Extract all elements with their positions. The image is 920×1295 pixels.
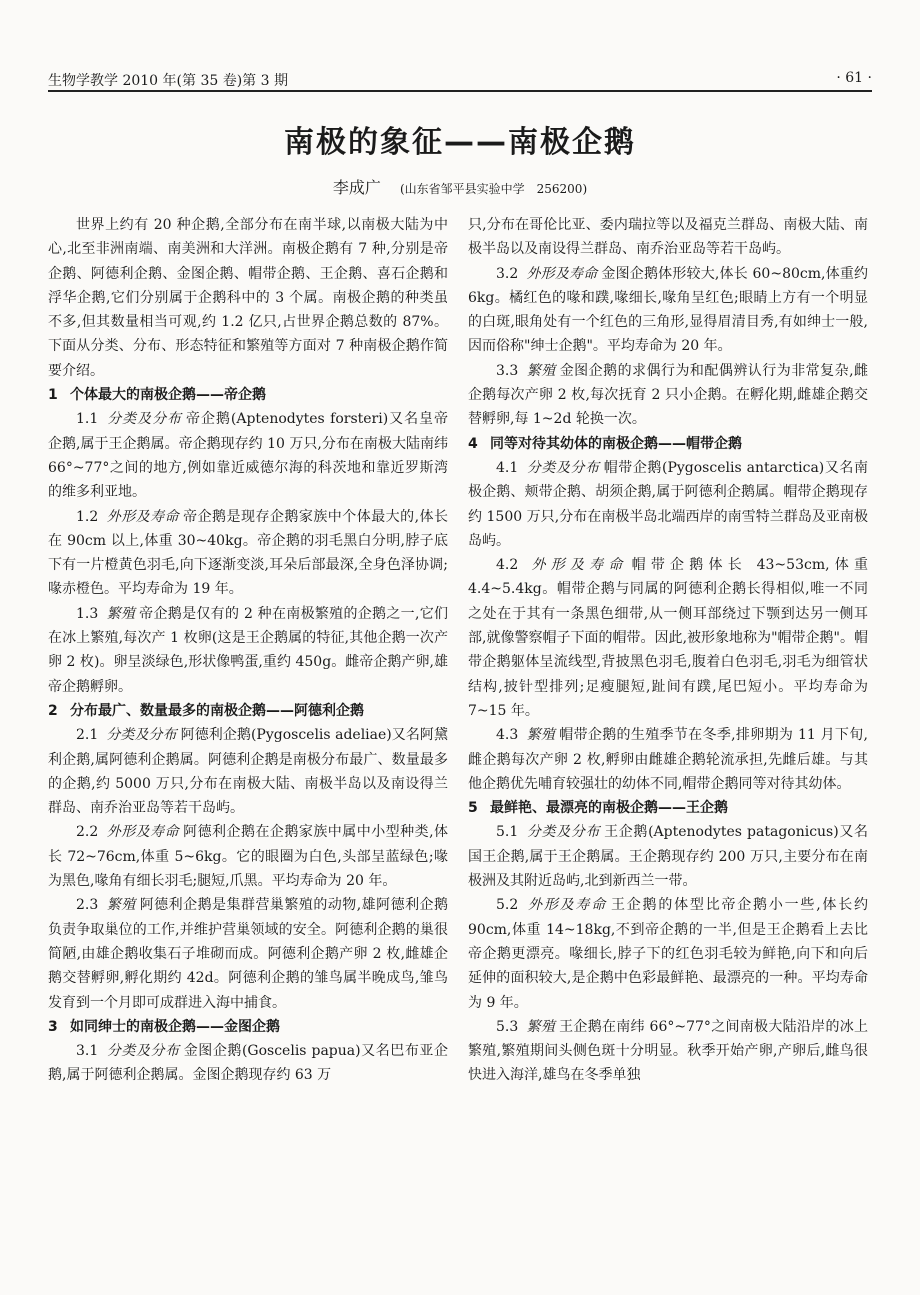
subsection-label: 繁殖 xyxy=(526,362,556,379)
subsection-label: 繁殖 xyxy=(526,727,556,744)
subsection-paragraph xyxy=(468,359,868,432)
subsection-paragraph xyxy=(48,505,448,602)
section-title: 同等对待其幼体的南极企鹅——帽带企鹅 xyxy=(490,435,742,452)
subsection-number: 5.1 xyxy=(496,824,519,841)
subsection-label: 外形及寿命 xyxy=(526,557,628,574)
subsection-paragraph xyxy=(468,723,868,796)
article-title: 南极的象征——南极企鹅 xyxy=(284,125,636,160)
subsection-number: 4.2 xyxy=(496,557,519,574)
section-heading xyxy=(468,432,868,456)
left-column xyxy=(48,213,448,1088)
subsection-label: 外形及寿命 xyxy=(526,897,607,914)
subsection-number: 3.3 xyxy=(496,362,519,379)
section-number: 3 xyxy=(48,1018,58,1035)
header-rule xyxy=(48,90,872,92)
subsection-label: 分类及分布 xyxy=(106,727,177,744)
paragraph-text: 帽带企鹅体长 43~53cm,体重 4.4~5.4kg。帽带企鹅与同属的阿德利企鹅长得相似,唯一不同之处在于其有一条黑色细带,从一侧耳部绕过下颚到达另一侧耳部,就像警察帽子下面的帽带。因此,被形象地称为"帽带企鹅"。帽带企鹅躯体呈流线型,背披黑色羽毛,腹着白色羽毛,羽毛为细管状结构,披针型排列;足瘦腿短,趾间有蹼,尾巴短小。平均寿命为 7~15 年。 xyxy=(468,557,868,719)
paragraph-text: 金图企鹅体形较大,体长 60~80cm,体重约 6kg。橘红色的喙和蹼,喙细长,喙角呈红色;眼睛上方有一个明显的白斑,眼角处有一个红色的三角形,显得眉清目秀,有如绅士一般,因而俗称"绅士企鹅"。平均寿命为 20 年。 xyxy=(468,265,869,355)
paragraph-text: 王企鹅在南纬 66°~77°之间南极大陆沿岸的冰上繁殖,繁殖期间头侧色斑十分明显。秋季开始产卵,产卵后,雌鸟很快进入海洋,雄鸟在冬季单独 xyxy=(468,1018,869,1084)
paragraph-text: 王企鹅(Aptenodytes patagonicus)又名国王企鹅,属于王企鹅属。王企鹅现存约 200 万只,主要分布在南极洲及其附近岛屿,北到新西兰一带。 xyxy=(468,824,868,890)
journal-info: 生物学教学 2010 年(第 35 卷)第 3 期 xyxy=(48,73,288,89)
running-header xyxy=(48,48,872,88)
subsection-label: 繁殖 xyxy=(106,605,136,622)
paragraph-text: 阿德利企鹅在企鹅家族中属中小型种类,体长 72~76cm,体重 5~6kg。它的眼圈为白色,头部呈蓝绿色;喙为黑色,喙角有细长羽毛;腿短,爪黑。平均寿命为 20 年。 xyxy=(48,824,449,890)
paragraph-text: 阿德利企鹅是集群营巢繁殖的动物,雄阿德利企鹅负责争取巢位的工作,并维护营巢领域的安全。阿德利企鹅的巢很简陋,由雄企鹅收集石子堆砌而成。阿德利企鹅产卵 2 枚,雌雄企鹅交替孵卵,孵化期约 42d。阿德利企鹅的雏鸟属半晚成鸟,雏鸟发育到一个月即可成群进入海中捕食。 xyxy=(48,897,449,1011)
section-heading xyxy=(468,796,868,820)
subsection-paragraph xyxy=(468,262,868,359)
subsection-label: 繁殖 xyxy=(526,1018,556,1035)
subsection-label: 外形及寿命 xyxy=(106,508,180,525)
subsection-paragraph xyxy=(48,820,448,893)
section-number: 2 xyxy=(48,702,58,719)
section-title: 最鲜艳、最漂亮的南极企鹅——王企鹅 xyxy=(490,800,728,817)
paragraph-text: 金图企鹅的求偶行为和配偶辨认行为非常复杂,雌企鹅每次产卵 2 枚,每次抚育 2 只小企鹅。在孵化期,雌雄企鹅交替孵卵,每 1~2d 轮换一次。 xyxy=(468,362,869,428)
section-number: 1 xyxy=(48,387,58,404)
section-number: 5 xyxy=(468,800,478,817)
paragraph-text: 王企鹅的体型比帝企鹅小一些,体长约 90cm,体重 14~18kg,不到帝企鹅的一半,但是王企鹅看上去比帝企鹅更漂亮。喙细长,脖子下的红色羽毛较为鲜艳,向下和向后延伸的面积较大,是企鹅中色彩最鲜艳、最漂亮的一种。平均寿命为 9 年。 xyxy=(468,897,869,1011)
subsection-label: 分类及分布 xyxy=(106,1043,180,1060)
subsection-number: 4.3 xyxy=(496,727,519,744)
paragraph-text: 阿德利企鹅(Pygoscelis adeliae)又名阿黛利企鹅,属阿德利企鹅属。阿德利企鹅是南极分布最广、数量最多的企鹅,约 5000 万只,分布在南极大陆、南极半岛以及南设得兰群岛、南乔治亚岛等若干岛屿。 xyxy=(48,727,448,817)
paragraph-text: 金图企鹅(Goscelis papua)又名巴布亚企鹅,属于阿德利企鹅属。金图企鹅现存约 63 万 xyxy=(48,1043,449,1084)
subsection-paragraph xyxy=(468,893,868,1014)
section-title: 个体最大的南极企鹅——帝企鹅 xyxy=(70,387,266,404)
subsection-paragraph xyxy=(48,893,448,1014)
subsection-paragraph xyxy=(48,1039,448,1088)
subsection-number: 1.1 xyxy=(76,411,99,428)
subsection-paragraph xyxy=(48,602,448,699)
subsection-number: 2.2 xyxy=(76,824,99,841)
subsection-number: 1.2 xyxy=(76,508,99,525)
subsection-number: 5.2 xyxy=(496,897,519,914)
subsection-number: 3.1 xyxy=(76,1043,99,1060)
subsection-label: 分类及分布 xyxy=(526,824,601,841)
subsection-number: 3.2 xyxy=(496,265,519,282)
subsection-label: 繁殖 xyxy=(106,897,136,914)
subsection-paragraph xyxy=(48,407,448,504)
subsection-number: 2.1 xyxy=(76,727,99,744)
paragraph-text: 帝企鹅是现存企鹅家族中个体最大的,体长在 90cm 以上,体重 30~40kg。帝企鹅的羽毛黑白分明,脖子底下有一片橙黄色羽毛,向下逐渐变淡,耳朵后部最深,全身色泽协调;喙赤橙色。平均寿命为 19 年。 xyxy=(48,508,449,598)
subsection-number: 5.3 xyxy=(496,1018,519,1035)
subsection-paragraph xyxy=(468,1015,868,1088)
subsection-number: 1.3 xyxy=(76,605,99,622)
subsection-paragraph xyxy=(48,723,448,820)
paragraph-text: 帽带企鹅(Pygoscelis antarctica)又名南极企鹅、颊带企鹅、胡须企鹅,属于阿德利企鹅属。帽带企鹅现存约 1500 万只,分布在南极半岛北端西岸的南雪特兰群岛及亚南极岛屿。 xyxy=(468,459,868,549)
subsection-paragraph xyxy=(468,820,868,893)
author-name: 李成广 xyxy=(332,178,381,197)
byline xyxy=(0,175,920,198)
subsection-label: 外形及寿命 xyxy=(106,824,180,841)
paragraph-text: 帝企鹅是仅有的 2 种在南极繁殖的企鹅之一,它们在冰上繁殖,每次产 1 枚卵(这是王企鹅属的特征,其他企鹅一次产卵 2 枚)。卵呈淡绿色,形状像鸭蛋,重约 450g。雌帝企鹅产卵,雄帝企鹅孵卵。 xyxy=(48,605,449,695)
section-title: 如同绅士的南极企鹅——金图企鹅 xyxy=(70,1018,280,1035)
section-number: 4 xyxy=(468,435,478,452)
right-column xyxy=(468,213,868,1088)
paragraph-text: 帝企鹅(Aptenodytes forsteri)又名皇帝企鹅,属于王企鹅属。帝企鹅现存约 10 万只,分布在南极大陆南纬 66°~77°之间的地方,例如靠近威德尔海的科茨地和靠近罗斯湾的维多利亚地。 xyxy=(48,411,449,501)
subsection-number: 4.1 xyxy=(496,459,519,476)
continued-paragraph: 只,分布在哥伦比亚、委内瑞拉等以及福克兰群岛、南极大陆、南极半岛以及南设得兰群岛、南乔治亚岛等若干岛屿。 xyxy=(468,217,868,258)
subsection-label: 外形及寿命 xyxy=(526,265,598,282)
author-affiliation: (山东省邹平县实验中学 256200) xyxy=(399,182,588,196)
subsection-label: 分类及分布 xyxy=(526,459,600,476)
subsection-paragraph xyxy=(468,456,868,553)
section-heading xyxy=(48,1015,448,1039)
section-heading xyxy=(48,383,448,407)
subsection-paragraph xyxy=(468,553,868,723)
body-paragraph: 世界上约有 20 种企鹅,全部分布在南半球,以南极大陆为中心,北至非洲南端、南美洲和大洋洲。南极企鹅有 7 种,分别是帝企鹅、阿德利企鹅、金图企鹅、帽带企鹅、王企鹅、喜石企鹅和浮华企鹅,它们分别属于企鹅科中的 3 个属。南极企鹅的种类虽不多,但其数量相当可观,约 1.2 亿只,占世界企鹅总数的 87%。下面从分类、分布、形态特征和繁殖等方面对 7 种南极企鹅作简要介绍。 xyxy=(48,217,448,379)
page-number: · 61 · xyxy=(836,70,872,86)
subsection-number: 2.3 xyxy=(76,897,99,914)
paragraph-text: 帽带企鹅的生殖季节在冬季,排卵期为 11 月下旬,雌企鹅每次产卵 2 枚,孵卵由雌雄企鹅轮流承担,先雌后雄。与其他企鹅优先哺育较强壮的幼体不同,帽带企鹅同等对待其幼体。 xyxy=(468,727,869,792)
subsection-label: 分类及分布 xyxy=(106,411,183,428)
section-heading xyxy=(48,699,448,723)
section-title: 分布最广、数量最多的南极企鹅——阿德利企鹅 xyxy=(70,702,364,719)
